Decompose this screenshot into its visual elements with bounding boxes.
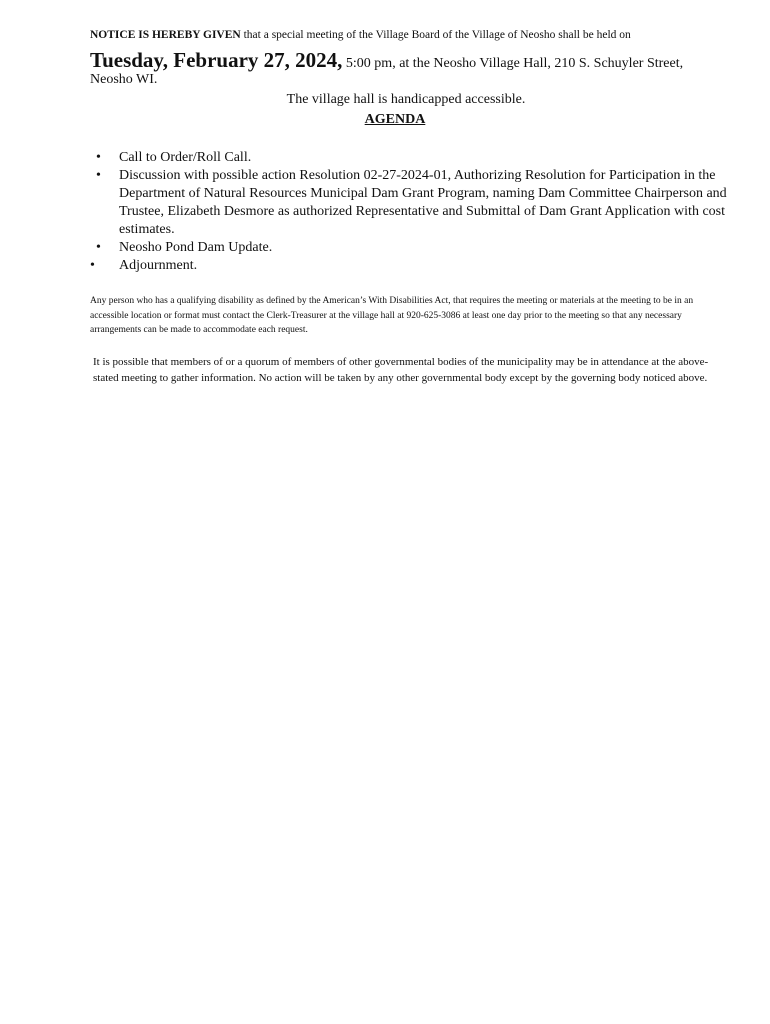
agenda-item xyxy=(90,167,730,239)
bullet-icon: • xyxy=(96,150,101,165)
bullet-icon: • xyxy=(96,240,101,255)
accessibility-statement: The village hall is handicapped accessible. xyxy=(286,92,526,107)
meeting-time-location: 5:00 pm, at the Neosho Village Hall, 210 S. Schuyler Street, xyxy=(342,56,684,71)
agenda-item xyxy=(90,239,730,257)
agenda-item-text: Neosho Pond Dam Update. xyxy=(119,240,273,255)
agenda-item-text: Adjournment. xyxy=(119,258,198,273)
agenda-item xyxy=(90,149,730,167)
agenda-item-text: Discussion with possible action Resolution 02-27-2024-01, Authorizing Resolution for Participation in the Department of Natural Resources Municipal Dam Grant Program, naming Dam Committee Chairperson and Trustee, Elizabeth Desmore as authorized Representative and Submittal of Dam Grant Application with cost estimates. xyxy=(119,168,727,237)
notice-intro xyxy=(90,27,730,43)
agenda-list xyxy=(90,149,730,275)
notice-text: that a special meeting of the Village Board of the Village of Neosho shall be held on xyxy=(240,29,631,41)
meeting-city: Neosho WI. xyxy=(90,72,158,87)
bullet-icon: • xyxy=(96,168,101,183)
meeting-date-line xyxy=(90,44,730,80)
bullet-icon: • xyxy=(90,258,95,273)
agenda-item-text: Call to Order/Roll Call. xyxy=(119,150,252,165)
agenda-heading: AGENDA xyxy=(364,112,426,127)
meeting-date: Tuesday, February 27, 2024, xyxy=(90,48,343,72)
agenda-item xyxy=(90,257,730,275)
notice-lead: NOTICE IS HEREBY GIVEN xyxy=(90,29,241,41)
quorum-notice: It is possible that members of or a quorum of members of other governmental bodies of the municipality may be in attendance at the above-stated meeting to gather information. No action will be taken by any other governmental body except by the governing body noticed above. xyxy=(93,356,709,384)
ada-notice: Any person who has a qualifying disability as defined by the American’s With Disabilities Act, that requires the meeting or materials at the meeting to be in an accessible location or format must contact the Clerk-Treasurer at the village hall at 920-625-3086 at least one day prior to the meeting so that any necessary arrangements can be made to accommodate each request. xyxy=(90,296,694,335)
